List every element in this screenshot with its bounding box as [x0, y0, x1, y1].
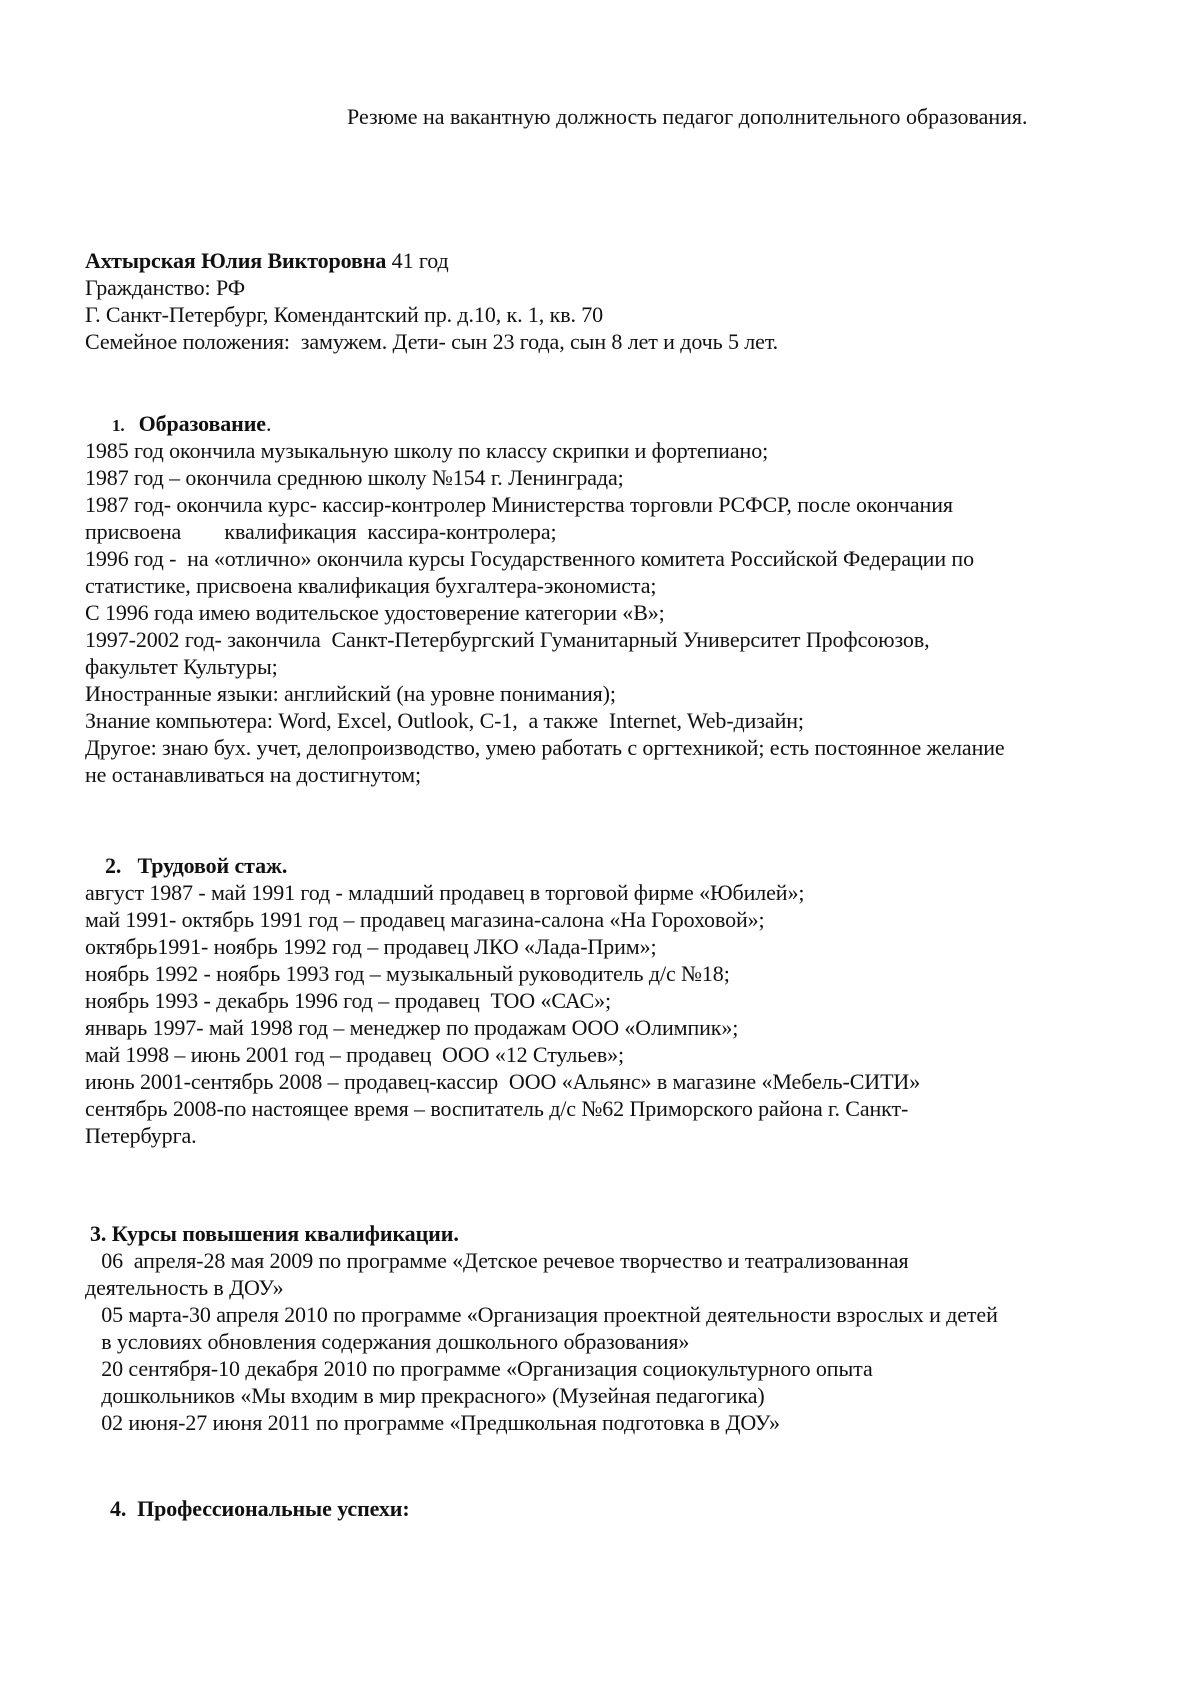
- section-heading-achievements: 4. Профессиональные успехи:: [110, 1496, 410, 1521]
- list-item: 1987 год – окончила среднюю школу №154 г. Ленинграда;: [85, 465, 624, 490]
- section-heading-courses: 3. Курсы повышения квалификации.: [90, 1221, 459, 1246]
- list-item: Иностранные языки: английский (на уровне понимания);: [85, 681, 616, 706]
- list-item: С 1996 года имею водительское удостоверение категории «В»;: [85, 600, 665, 625]
- list-item: 06 апреля-28 мая 2009 по программе «Детское речевое творчество и театрализованная: [85, 1248, 909, 1273]
- list-item: Петербурга.: [85, 1123, 197, 1148]
- list-item: присвоена квалификация кассира-контролера;: [85, 519, 557, 544]
- list-item: 1987 год- окончила курс- кассир-контролер Министерства торговли РСФСР, после окончания: [85, 492, 953, 517]
- list-item: октябрь1991- ноябрь 1992 год – продавец ЛКО «Лада-Прим»;: [85, 934, 657, 959]
- list-item: Знание компьютера: Word, Excel, Outlook, С-1, а также Internet, Web-дизайн;: [85, 708, 804, 733]
- list-item: ноябрь 1993 - декабрь 1996 год – продавец ТОО «САС»;: [85, 988, 612, 1013]
- list-item: 20 сентября-10 декабря 2010 по программе «Организация социокультурного опыта: [85, 1356, 873, 1381]
- person-age: 41 год: [391, 248, 449, 273]
- section-heading-work-experience: 2. Трудовой стаж.: [105, 853, 288, 878]
- list-item: факультет Культуры;: [85, 654, 278, 679]
- list-item: 1997-2002 год- закончила Санкт-Петербургский Гуманитарный Университет Профсоюзов,: [85, 627, 930, 652]
- list-item: август 1987 - май 1991 год - младший продавец в торговой фирме «Юбилей»;: [85, 880, 805, 905]
- list-item: дошкольников «Мы входим в мир прекрасного» (Музейная педагогика): [85, 1383, 765, 1408]
- list-item: июнь 2001-сентябрь 2008 – продавец-кассир ООО «Альянс» в магазине «Мебель-СИТИ»: [85, 1069, 921, 1094]
- document-title: Резюме на вакантную должность педагог дополнительного образования.: [347, 104, 1028, 129]
- section-heading-education: 1. Образование.: [112, 411, 272, 436]
- list-item: январь 1997- май 1998 год – менеджер по продажам ООО «Олимпик»;: [85, 1015, 739, 1040]
- citizenship: Гражданство: РФ: [85, 275, 245, 300]
- list-item: в условиях обновления содержания дошкольного образования»: [85, 1329, 690, 1354]
- list-item: май 1991- октябрь 1991 год – продавец магазина-салона «На Гороховой»;: [85, 907, 765, 932]
- list-item: май 1998 – июнь 2001 год – продавец ООО «12 Стульев»;: [85, 1042, 625, 1067]
- list-item: сентябрь 2008-по настоящее время – воспитатель д/с №62 Приморского района г. Санкт-: [85, 1096, 909, 1121]
- list-item: 1985 год окончила музыкальную школу по классу скрипки и фортепиано;: [85, 438, 769, 463]
- person-name: Ахтырская Юлия Викторовна: [85, 248, 387, 273]
- list-item: 05 марта-30 апреля 2010 по программе «Организация проектной деятельности взрослых и детей: [85, 1302, 998, 1327]
- list-item: деятельность в ДОУ»: [85, 1275, 284, 1300]
- list-item: 02 июня-27 июня 2011 по программе «Предшкольная подготовка в ДОУ»: [85, 1410, 780, 1435]
- list-item: статистике, присвоена квалификация бухгалтера-экономиста;: [85, 573, 657, 598]
- list-item: Другое: знаю бух. учет, делопроизводство, умею работать с оргтехникой; есть постоянное желание: [85, 735, 1005, 760]
- address: Г. Санкт-Петербург, Комендантский пр. д.10, к. 1, кв. 70: [85, 302, 604, 327]
- list-item: ноябрь 1992 - ноябрь 1993 год – музыкальный руководитель д/с №18;: [85, 961, 730, 986]
- family-status: Семейное положения: замужем. Дети- сын 23 года, сын 8 лет и дочь 5 лет.: [85, 329, 779, 354]
- list-item: не останавливаться на достигнутом;: [85, 762, 421, 787]
- person-header: [85, 247, 449, 274]
- list-item: 1996 год - на «отлично» окончила курсы Государственного комитета Российской Федерации по: [85, 546, 974, 571]
